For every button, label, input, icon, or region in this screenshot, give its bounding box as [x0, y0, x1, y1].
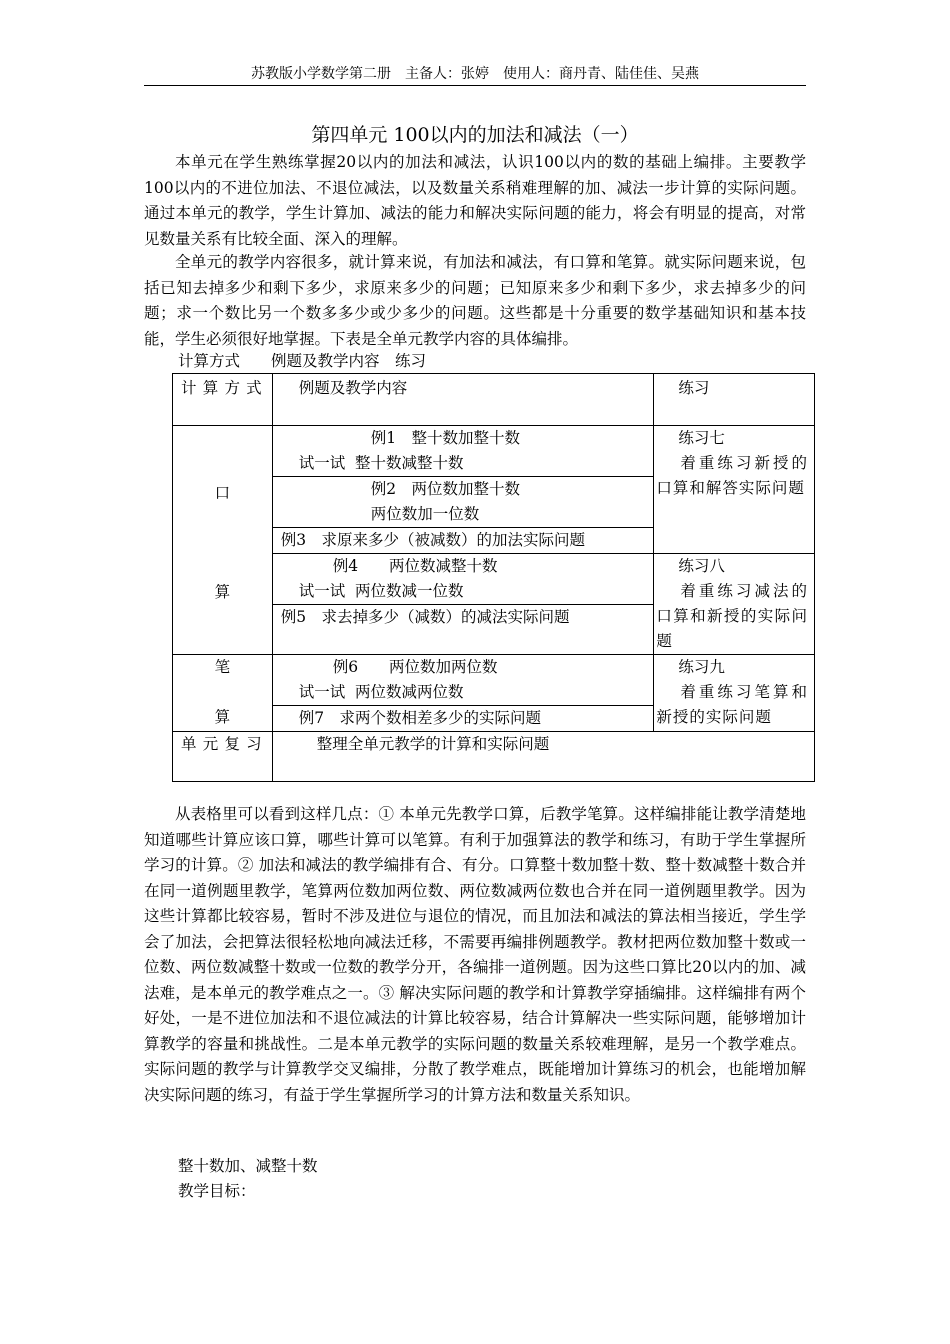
example-2-line2: 两位数加一位数	[370, 505, 480, 523]
section-title: 整十数加、减整十数	[178, 1157, 318, 1175]
example-4-cell	[272, 554, 654, 605]
practice-7-title: 练习七	[678, 429, 725, 447]
unit-review-label: 单元复习	[173, 732, 273, 782]
unit-content-table	[172, 373, 815, 782]
example-2-cell	[272, 477, 654, 528]
example-2: 例2 两位数加整十数	[370, 480, 521, 498]
unit-title: 第四单元 100以内的加法和减法（一）	[311, 124, 639, 146]
analysis-paragraph: 从表格里可以看到这样几点：① 本单元先教学口算，后教学笔算。这样编排能让教学清楚地知道哪些计算应该口算，哪些计算可以笔算。有利于加强算法的教学和练习，有助于学生掌握所学习的计算。② 加法和减法的教学编排有合、有分。口算整十数加整十数、整十数减整十数合并在同一道例题里教学，笔算两位数加两位数、两位数减两位数也合并在同一道例题里教学。因为这些计算都比较容易，暂时不涉及进位与退位的情况，而且加法和减法的算法相当接近，学生学会了加法，会把算法很轻松地向减法迁移，不需要再编排例题教学。教材把两位数加整十数或一位数、两位数减整十数或一位数的教学分开，各编排一道例题。因为这些口算比20以内的加、减法难，是本单元的教学难点之一。③ 解决实际问题的教学和计算教学穿插编排。这样编排有两个好处，一是不进位加法和不退位减法的计算比较容易，结合计算解决一些实际问题，能够增加计算教学的容量和挑战性。二是本单元教学的实际问题的数量关系较难理解，是另一个教学难点。实际问题的教学与计算教学交叉编排，分散了教学难点，既能增加计算练习的机会，也能增加解决实际问题的练习，有益于学生掌握所学习的计算方法和数量关系知识。	[144, 805, 806, 1104]
example-6: 例6 两位数加两位数	[332, 658, 498, 676]
table-caption: 计算方式 例题及教学内容 练习	[178, 352, 427, 370]
header-content: 例题及教学内容	[272, 374, 654, 426]
written-calc-label: 笔 算	[173, 655, 273, 732]
example-3: 例3 求原来多少（被减数）的加法实际问题	[280, 531, 586, 549]
practice-9-desc: 着重练习笔算和新授的实际问题	[656, 683, 808, 726]
objectives-label: 教学目标：	[178, 1182, 256, 1200]
try-6: 试一试 两位数减两位数	[298, 683, 464, 701]
practice-8-cell	[654, 554, 815, 655]
example-1: 例1 整十数加整十数	[370, 429, 521, 447]
practice-9-cell	[654, 655, 815, 732]
example-6-cell	[272, 655, 654, 706]
example-5-cell	[272, 605, 654, 655]
example-5: 例5 求去掉多少（减数）的减法实际问题	[280, 608, 570, 626]
practice-8-desc: 着重练习减法的口算和新授的实际问题	[656, 582, 808, 650]
example-4: 例4 两位数减整十数	[332, 557, 498, 575]
oral-calc-label: 口 算	[173, 426, 273, 655]
try-4: 试一试 两位数减一位数	[298, 582, 464, 600]
unit-review-cell	[272, 732, 814, 782]
try-1: 试一试 整十数减整十数	[298, 454, 464, 472]
content-paragraph: 全单元的教学内容很多，就计算来说，有加法和减法，有口算和笔算。就实际问题来说，包括已知去掉多少和剩下多少，求原来多少的问题；已知原来多少和剩下多少，求去掉多少的问题；求一个数比另一个数多多少或少多少的问题。这些都是十分重要的数学基础知识和基本技能，学生必须很好地掌握。下表是全单元教学内容的具体编排。	[144, 253, 806, 348]
practice-7-cell	[654, 426, 815, 554]
example-3-cell	[272, 528, 654, 554]
unit-review-content: 整理全单元教学的计算和实际问题	[316, 735, 550, 753]
header-method: 计算方式	[173, 374, 273, 426]
example-7: 例7 求两个数相差多少的实际问题	[298, 709, 542, 727]
header-practice: 练习	[654, 374, 815, 426]
page-header: 苏教版小学数学第二册 主备人：张婷 使用人：商丹青、陆佳佳、吴燕	[251, 66, 699, 82]
example-1-cell	[272, 426, 654, 477]
practice-8-title: 练习八	[678, 557, 725, 575]
practice-7-desc: 着重练习新授的口算和解答实际问题	[656, 454, 808, 497]
intro-paragraph: 本单元在学生熟练掌握20以内的加法和减法，认识100以内的数的基础上编排。主要教学100以内的不进位加法、不退位减法，以及数量关系稍难理解的加、减法一步计算的实际问题。通过本单元的教学，学生计算加、减法的能力和解决实际问题的能力，将会有明显的提高，对常见数量关系有比较全面、深入的理解。	[144, 153, 806, 248]
header-rule	[144, 85, 806, 86]
practice-9-title: 练习九	[678, 658, 725, 676]
example-7-cell	[272, 706, 654, 732]
